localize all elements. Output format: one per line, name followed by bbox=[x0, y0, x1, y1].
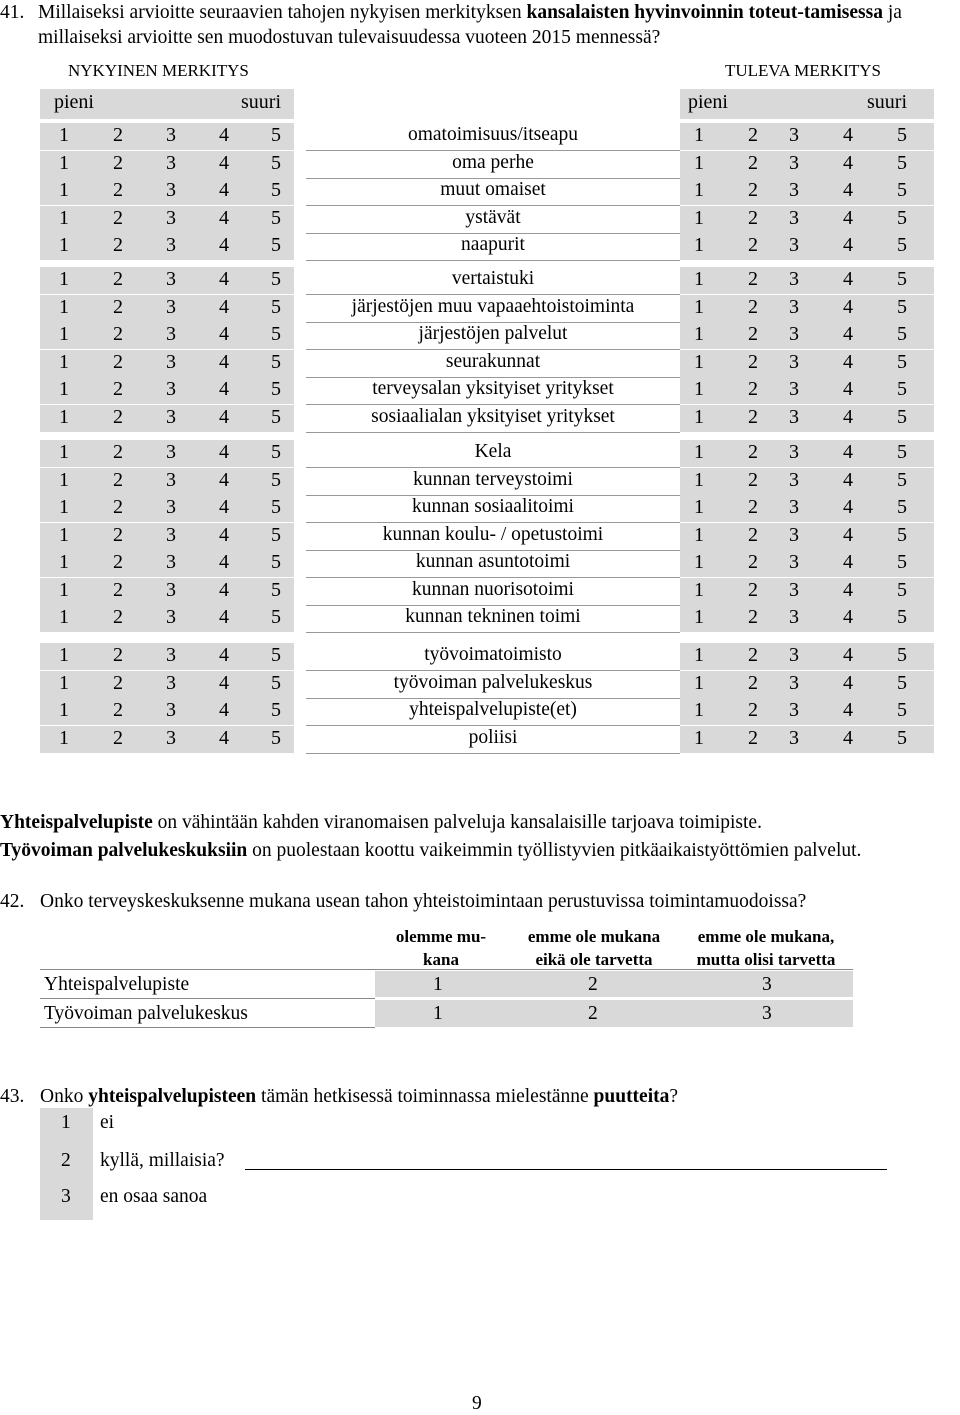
future-rating-option[interactable]: 1 bbox=[694, 179, 704, 201]
row-divider bbox=[306, 670, 680, 671]
current-rating-option[interactable]: 1 bbox=[59, 152, 69, 174]
current-rating-option[interactable]: 3 bbox=[166, 579, 176, 601]
future-rating-option[interactable]: 2 bbox=[748, 406, 758, 428]
future-rating-option[interactable]: 3 bbox=[789, 524, 799, 546]
future-rating-option[interactable]: 1 bbox=[694, 606, 704, 628]
current-rating-option[interactable]: 2 bbox=[113, 579, 123, 601]
current-rating-option[interactable]: 4 bbox=[219, 296, 229, 318]
current-rating-option[interactable]: 5 bbox=[271, 296, 281, 318]
future-rating-option[interactable]: 3 bbox=[789, 699, 799, 721]
current-rating-option[interactable]: 5 bbox=[271, 469, 281, 491]
current-rating-option[interactable]: 4 bbox=[219, 524, 229, 546]
current-rating-option[interactable]: 4 bbox=[219, 234, 229, 256]
future-rating-option[interactable]: 1 bbox=[694, 441, 704, 463]
current-rating-option[interactable]: 4 bbox=[219, 699, 229, 721]
current-rating-option[interactable]: 3 bbox=[166, 727, 176, 749]
future-rating-option[interactable]: 5 bbox=[897, 644, 907, 666]
current-rating-option[interactable]: 2 bbox=[113, 699, 123, 721]
future-rating-option[interactable]: 5 bbox=[897, 469, 907, 491]
future-rating-option[interactable]: 3 bbox=[789, 551, 799, 573]
future-rating-option[interactable]: 5 bbox=[897, 351, 907, 373]
row-divider bbox=[306, 349, 680, 350]
current-rating-option[interactable]: 1 bbox=[59, 207, 69, 229]
organization-label: työvoiman palvelukeskus bbox=[393, 672, 593, 693]
question-text: Millaiseksi arvioitte seuraavien tahojen nykyisen merkityksen kansalaisten hyvinvoinnin toteut-tamisessa ja millaiseksi arvioitte sen muodostuvan tulevaisuudessa vuoteen 2015 mennessä? bbox=[38, 2, 902, 48]
future-rating-option[interactable]: 5 bbox=[897, 124, 907, 146]
question-43-text: Onko yhteispalvelupisteen tämän hetkisessä toiminnassa mielestänne puutteita? bbox=[40, 1086, 679, 1107]
q42-row1-bg bbox=[375, 971, 853, 997]
current-rating-option[interactable]: 2 bbox=[113, 179, 123, 201]
future-rating-option[interactable]: 1 bbox=[694, 727, 704, 749]
row-divider bbox=[306, 150, 680, 151]
future-rating-option[interactable]: 2 bbox=[748, 323, 758, 345]
future-rating-option[interactable]: 2 bbox=[748, 579, 758, 601]
future-rating-option[interactable]: 2 bbox=[748, 296, 758, 318]
q42-option[interactable]: 1 bbox=[433, 974, 443, 995]
future-rating-option[interactable]: 3 bbox=[789, 323, 799, 345]
organization-label: muut omaiset bbox=[440, 179, 546, 200]
current-rating-option[interactable]: 2 bbox=[113, 524, 123, 546]
future-rating-option[interactable]: 4 bbox=[843, 727, 853, 749]
current-rating-option[interactable]: 4 bbox=[219, 268, 229, 290]
future-rating-option[interactable]: 4 bbox=[843, 296, 853, 318]
future-rating-option[interactable]: 1 bbox=[694, 644, 704, 666]
row-divider bbox=[306, 522, 680, 523]
future-rating-option[interactable]: 3 bbox=[789, 351, 799, 373]
current-rating-option[interactable]: 2 bbox=[113, 672, 123, 694]
question-42-text: Onko terveyskeskuksenne mukana usean tahon yhteistoimintaan perustuvissa toimintamuodoissa? bbox=[40, 891, 807, 912]
current-rating-option[interactable]: 1 bbox=[59, 351, 69, 373]
future-rating-option[interactable]: 5 bbox=[897, 727, 907, 749]
row-divider bbox=[306, 294, 680, 295]
current-rating-option[interactable]: 3 bbox=[166, 179, 176, 201]
current-rating-option[interactable]: 5 bbox=[271, 644, 281, 666]
current-rating-option[interactable]: 5 bbox=[271, 179, 281, 201]
future-rating-option[interactable]: 3 bbox=[789, 579, 799, 601]
current-rating-option[interactable]: 2 bbox=[113, 606, 123, 628]
future-rating-option[interactable]: 1 bbox=[694, 551, 704, 573]
current-rating-option[interactable]: 3 bbox=[166, 268, 176, 290]
future-rating-option[interactable]: 1 bbox=[694, 323, 704, 345]
row-divider bbox=[306, 753, 680, 754]
future-rating-option[interactable]: 5 bbox=[897, 296, 907, 318]
future-rating-option[interactable]: 1 bbox=[694, 268, 704, 290]
current-rating-option[interactable]: 2 bbox=[113, 207, 123, 229]
current-rating-option[interactable]: 3 bbox=[166, 234, 176, 256]
current-rating-option[interactable]: 2 bbox=[113, 296, 123, 318]
page-number: 9 bbox=[472, 1393, 482, 1414]
current-rating-option[interactable]: 5 bbox=[271, 207, 281, 229]
current-rating-option[interactable]: 4 bbox=[219, 207, 229, 229]
future-rating-option[interactable]: 1 bbox=[694, 378, 704, 400]
organization-label: sosiaalialan yksityiset yritykset bbox=[371, 406, 615, 427]
q42-col3-header: emme ole mukana, mutta olisi tarvetta bbox=[696, 927, 836, 969]
current-rating-option[interactable]: 3 bbox=[166, 152, 176, 174]
current-rating-option[interactable]: 1 bbox=[59, 296, 69, 318]
current-rating-option[interactable]: 2 bbox=[113, 152, 123, 174]
current-rating-option[interactable]: 1 bbox=[59, 441, 69, 463]
q42-divider bbox=[40, 998, 375, 999]
current-rating-option[interactable]: 4 bbox=[219, 124, 229, 146]
current-rating-option[interactable]: 2 bbox=[113, 496, 123, 518]
future-rating-option[interactable]: 5 bbox=[897, 234, 907, 256]
current-rating-option[interactable]: 3 bbox=[166, 606, 176, 628]
current-rating-option[interactable]: 5 bbox=[271, 124, 281, 146]
future-rating-option[interactable]: 1 bbox=[694, 152, 704, 174]
row-divider bbox=[306, 632, 680, 633]
future-rating-option[interactable]: 1 bbox=[694, 496, 704, 518]
future-rating-option[interactable]: 2 bbox=[748, 179, 758, 201]
future-rating-option[interactable]: 5 bbox=[897, 268, 907, 290]
current-rating-option[interactable]: 1 bbox=[59, 124, 69, 146]
future-rating-option[interactable]: 5 bbox=[897, 496, 907, 518]
q43-option-label: kyllä, millaisia? bbox=[100, 1150, 225, 1171]
row-divider bbox=[306, 404, 680, 405]
future-rating-option[interactable]: 3 bbox=[789, 606, 799, 628]
current-rating-option[interactable]: 3 bbox=[166, 469, 176, 491]
current-rating-option[interactable]: 4 bbox=[219, 579, 229, 601]
left-header: NYKYINEN MERKITYS bbox=[68, 61, 249, 80]
future-rating-option[interactable]: 3 bbox=[789, 207, 799, 229]
q43-option-number[interactable]: 2 bbox=[61, 1150, 71, 1171]
future-rating-option[interactable]: 1 bbox=[694, 351, 704, 373]
q42-row2-bg bbox=[375, 1000, 853, 1027]
future-rating-option[interactable]: 1 bbox=[694, 124, 704, 146]
organization-label: seurakunnat bbox=[445, 351, 541, 372]
future-rating-option[interactable]: 4 bbox=[843, 469, 853, 491]
future-rating-option[interactable]: 1 bbox=[694, 234, 704, 256]
future-rating-option[interactable]: 4 bbox=[843, 406, 853, 428]
q42-option[interactable]: 3 bbox=[762, 1003, 772, 1024]
current-rating-option[interactable]: 3 bbox=[166, 644, 176, 666]
current-rating-option[interactable]: 2 bbox=[113, 378, 123, 400]
future-rating-option[interactable]: 1 bbox=[694, 469, 704, 491]
future-rating-option[interactable]: 3 bbox=[789, 268, 799, 290]
organization-label: naapurit bbox=[461, 234, 525, 255]
current-rating-option[interactable]: 3 bbox=[166, 378, 176, 400]
current-rating-option[interactable]: 5 bbox=[271, 606, 281, 628]
current-rating-option[interactable]: 1 bbox=[59, 179, 69, 201]
current-rating-option[interactable]: 3 bbox=[166, 323, 176, 345]
row-divider bbox=[306, 432, 680, 433]
current-rating-option[interactable]: 1 bbox=[59, 672, 69, 694]
current-rating-option[interactable]: 2 bbox=[113, 406, 123, 428]
organization-label: työvoimatoimisto bbox=[424, 644, 562, 665]
current-rating-option[interactable]: 1 bbox=[59, 234, 69, 256]
current-rating-option[interactable]: 3 bbox=[166, 496, 176, 518]
question-number: 41. bbox=[0, 2, 25, 23]
left-scale-low: pieni bbox=[54, 91, 94, 113]
current-rating-option[interactable]: 1 bbox=[59, 727, 69, 749]
future-rating-option[interactable]: 3 bbox=[789, 234, 799, 256]
organization-label: järjestöjen palvelut bbox=[418, 323, 568, 344]
current-rating-option[interactable]: 2 bbox=[113, 469, 123, 491]
q43-option-label: ei bbox=[100, 1112, 115, 1133]
question-43-number: 43. bbox=[0, 1086, 25, 1107]
current-rating-option[interactable]: 4 bbox=[219, 551, 229, 573]
future-rating-option[interactable]: 2 bbox=[748, 152, 758, 174]
definition-2: Työvoiman palvelukeskuksiin on puolestaan koottu vaikeimmin työllistyvien pitkäaikaistyöttömien palvelut. bbox=[0, 840, 862, 861]
future-rating-option[interactable]: 2 bbox=[748, 496, 758, 518]
q42-divider bbox=[40, 1027, 375, 1028]
current-rating-option[interactable]: 1 bbox=[59, 268, 69, 290]
current-rating-option[interactable]: 4 bbox=[219, 672, 229, 694]
organization-label: vertaistuki bbox=[451, 268, 535, 289]
current-rating-option[interactable]: 1 bbox=[59, 644, 69, 666]
current-rating-option[interactable]: 5 bbox=[271, 551, 281, 573]
current-rating-option[interactable]: 5 bbox=[271, 378, 281, 400]
current-rating-option[interactable]: 1 bbox=[59, 699, 69, 721]
future-rating-option[interactable]: 5 bbox=[897, 152, 907, 174]
future-rating-option[interactable]: 5 bbox=[897, 606, 907, 628]
future-rating-option[interactable]: 2 bbox=[748, 378, 758, 400]
current-rating-option[interactable]: 2 bbox=[113, 644, 123, 666]
current-rating-option[interactable]: 5 bbox=[271, 727, 281, 749]
current-rating-option[interactable]: 1 bbox=[59, 524, 69, 546]
q42-option[interactable]: 3 bbox=[762, 974, 772, 995]
current-rating-option[interactable]: 4 bbox=[219, 496, 229, 518]
future-rating-option[interactable]: 2 bbox=[748, 644, 758, 666]
future-rating-option[interactable]: 4 bbox=[843, 496, 853, 518]
future-rating-option[interactable]: 1 bbox=[694, 672, 704, 694]
future-rating-option[interactable]: 2 bbox=[748, 268, 758, 290]
future-rating-option[interactable]: 3 bbox=[789, 727, 799, 749]
current-rating-option[interactable]: 3 bbox=[166, 551, 176, 573]
organization-label: poliisi bbox=[468, 727, 518, 748]
future-rating-option[interactable]: 4 bbox=[843, 268, 853, 290]
organization-label: ystävät bbox=[465, 207, 521, 228]
current-rating-option[interactable]: 2 bbox=[113, 323, 123, 345]
future-rating-option[interactable]: 3 bbox=[789, 152, 799, 174]
future-rating-option[interactable]: 4 bbox=[843, 323, 853, 345]
current-rating-option[interactable]: 4 bbox=[219, 469, 229, 491]
future-rating-option[interactable]: 2 bbox=[748, 351, 758, 373]
organization-label: omatoimisuus/itseapu bbox=[407, 124, 579, 145]
future-rating-option[interactable]: 3 bbox=[789, 378, 799, 400]
current-rating-option[interactable]: 3 bbox=[166, 406, 176, 428]
current-rating-option[interactable]: 1 bbox=[59, 496, 69, 518]
future-rating-option[interactable]: 1 bbox=[694, 406, 704, 428]
current-rating-option[interactable]: 5 bbox=[271, 441, 281, 463]
organization-label: kunnan sosiaalitoimi bbox=[412, 496, 574, 517]
current-rating-option[interactable]: 4 bbox=[219, 644, 229, 666]
current-rating-option[interactable]: 2 bbox=[113, 268, 123, 290]
future-rating-option[interactable]: 5 bbox=[897, 579, 907, 601]
future-rating-option[interactable]: 2 bbox=[748, 207, 758, 229]
future-rating-option[interactable]: 5 bbox=[897, 378, 907, 400]
future-rating-option[interactable]: 2 bbox=[748, 672, 758, 694]
q42-col1-header: olemme mu- kana bbox=[395, 927, 487, 969]
current-rating-option[interactable]: 5 bbox=[271, 351, 281, 373]
future-rating-option[interactable]: 4 bbox=[843, 179, 853, 201]
current-rating-option[interactable]: 1 bbox=[59, 551, 69, 573]
current-rating-option[interactable]: 5 bbox=[271, 579, 281, 601]
future-rating-option[interactable]: 3 bbox=[789, 441, 799, 463]
future-rating-option[interactable]: 4 bbox=[843, 351, 853, 373]
future-rating-option[interactable]: 2 bbox=[748, 441, 758, 463]
current-rating-option[interactable]: 4 bbox=[219, 351, 229, 373]
current-rating-option[interactable]: 4 bbox=[219, 323, 229, 345]
current-rating-option[interactable]: 5 bbox=[271, 152, 281, 174]
current-rating-option[interactable]: 1 bbox=[59, 378, 69, 400]
future-rating-option[interactable]: 2 bbox=[748, 524, 758, 546]
organization-label: kunnan asuntotoimi bbox=[415, 551, 571, 572]
answer-line[interactable] bbox=[245, 1169, 887, 1170]
organization-label: yhteispalvelupiste(et) bbox=[409, 699, 577, 720]
current-rating-option[interactable]: 4 bbox=[219, 727, 229, 749]
q43-option-number[interactable]: 3 bbox=[61, 1186, 71, 1207]
organization-label: kunnan nuorisotoimi bbox=[412, 579, 574, 600]
future-rating-option[interactable]: 1 bbox=[694, 296, 704, 318]
question-42-number: 42. bbox=[0, 891, 25, 912]
future-rating-option[interactable]: 1 bbox=[694, 207, 704, 229]
future-rating-option[interactable]: 2 bbox=[748, 727, 758, 749]
q42-divider bbox=[40, 969, 853, 970]
future-rating-option[interactable]: 3 bbox=[789, 296, 799, 318]
future-rating-option[interactable]: 4 bbox=[843, 207, 853, 229]
organization-label: Kela bbox=[474, 441, 512, 462]
future-rating-option[interactable]: 4 bbox=[843, 378, 853, 400]
current-rating-option[interactable]: 3 bbox=[166, 207, 176, 229]
current-rating-option[interactable]: 1 bbox=[59, 323, 69, 345]
future-rating-option[interactable]: 4 bbox=[843, 124, 853, 146]
current-rating-option[interactable]: 5 bbox=[271, 496, 281, 518]
q43-option-number[interactable]: 1 bbox=[61, 1112, 71, 1133]
future-rating-option[interactable]: 1 bbox=[694, 699, 704, 721]
current-rating-option[interactable]: 5 bbox=[271, 268, 281, 290]
q42-col2-header: emme ole mukana eikä ole tarvetta bbox=[527, 927, 661, 969]
future-rating-option[interactable]: 5 bbox=[897, 207, 907, 229]
q42-row-label: Yhteispalvelupiste bbox=[44, 974, 190, 995]
current-rating-option[interactable]: 3 bbox=[166, 441, 176, 463]
right-scale-high: suuri bbox=[867, 91, 907, 113]
future-rating-option[interactable]: 5 bbox=[897, 323, 907, 345]
row-divider bbox=[306, 577, 680, 578]
future-rating-option[interactable]: 5 bbox=[897, 179, 907, 201]
current-rating-option[interactable]: 3 bbox=[166, 124, 176, 146]
current-rating-option[interactable]: 4 bbox=[219, 406, 229, 428]
future-rating-option[interactable]: 5 bbox=[897, 551, 907, 573]
row-divider bbox=[306, 205, 680, 206]
current-rating-option[interactable]: 1 bbox=[59, 606, 69, 628]
future-rating-option[interactable]: 2 bbox=[748, 124, 758, 146]
future-rating-option[interactable]: 3 bbox=[789, 644, 799, 666]
current-rating-option[interactable]: 5 bbox=[271, 524, 281, 546]
right-scale-low: pieni bbox=[688, 91, 728, 113]
future-rating-option[interactable]: 2 bbox=[748, 699, 758, 721]
left-scale-high: suuri bbox=[241, 91, 281, 113]
future-rating-option[interactable]: 2 bbox=[748, 551, 758, 573]
current-rating-option[interactable]: 5 bbox=[271, 234, 281, 256]
q43-option-label: en osaa sanoa bbox=[100, 1186, 208, 1207]
future-rating-option[interactable]: 2 bbox=[748, 234, 758, 256]
current-rating-option[interactable]: 2 bbox=[113, 234, 123, 256]
current-rating-option[interactable]: 4 bbox=[219, 378, 229, 400]
future-rating-option[interactable]: 4 bbox=[843, 644, 853, 666]
current-rating-option[interactable]: 3 bbox=[166, 699, 176, 721]
q42-row-label: Työvoiman palvelukeskus bbox=[44, 1003, 248, 1024]
current-rating-option[interactable]: 5 bbox=[271, 323, 281, 345]
future-rating-option[interactable]: 3 bbox=[789, 469, 799, 491]
current-rating-option[interactable]: 5 bbox=[271, 672, 281, 694]
current-rating-option[interactable]: 1 bbox=[59, 469, 69, 491]
q42-option[interactable]: 2 bbox=[588, 974, 598, 995]
current-rating-option[interactable]: 1 bbox=[59, 579, 69, 601]
current-rating-option[interactable]: 5 bbox=[271, 406, 281, 428]
organization-label: terveysalan yksityiset yritykset bbox=[372, 378, 614, 399]
organization-label: oma perhe bbox=[452, 152, 534, 173]
organization-label: kunnan koulu- / opetustoimi bbox=[382, 524, 604, 545]
current-rating-option[interactable]: 2 bbox=[113, 551, 123, 573]
future-rating-option[interactable]: 4 bbox=[843, 441, 853, 463]
current-rating-option[interactable]: 4 bbox=[219, 152, 229, 174]
current-rating-option[interactable]: 1 bbox=[59, 406, 69, 428]
future-rating-option[interactable]: 5 bbox=[897, 406, 907, 428]
right-header: TULEVA MERKITYS bbox=[725, 61, 881, 80]
current-rating-option[interactable]: 3 bbox=[166, 524, 176, 546]
organization-label: kunnan terveystoimi bbox=[413, 469, 573, 490]
future-rating-option[interactable]: 4 bbox=[843, 672, 853, 694]
future-rating-option[interactable]: 4 bbox=[843, 524, 853, 546]
current-rating-option[interactable]: 4 bbox=[219, 441, 229, 463]
current-rating-option[interactable]: 2 bbox=[113, 351, 123, 373]
q42-option[interactable]: 1 bbox=[433, 1003, 443, 1024]
current-rating-option[interactable]: 5 bbox=[271, 699, 281, 721]
current-rating-option[interactable]: 3 bbox=[166, 351, 176, 373]
future-rating-option[interactable]: 4 bbox=[843, 606, 853, 628]
future-rating-option[interactable]: 3 bbox=[789, 406, 799, 428]
current-rating-option[interactable]: 3 bbox=[166, 296, 176, 318]
future-rating-option[interactable]: 5 bbox=[897, 672, 907, 694]
future-rating-option[interactable]: 2 bbox=[748, 469, 758, 491]
current-rating-option[interactable]: 2 bbox=[113, 727, 123, 749]
future-rating-option[interactable]: 4 bbox=[843, 699, 853, 721]
future-rating-option[interactable]: 5 bbox=[897, 699, 907, 721]
current-rating-option[interactable]: 4 bbox=[219, 179, 229, 201]
future-rating-option[interactable]: 3 bbox=[789, 179, 799, 201]
future-rating-option[interactable]: 2 bbox=[748, 606, 758, 628]
future-rating-option[interactable]: 4 bbox=[843, 579, 853, 601]
row-divider bbox=[306, 467, 680, 468]
future-rating-option[interactable]: 3 bbox=[789, 124, 799, 146]
future-rating-option[interactable]: 1 bbox=[694, 524, 704, 546]
future-rating-option[interactable]: 5 bbox=[897, 524, 907, 546]
future-rating-option[interactable]: 4 bbox=[843, 551, 853, 573]
future-rating-option[interactable]: 4 bbox=[843, 152, 853, 174]
row-divider bbox=[306, 260, 680, 261]
organization-label: järjestöjen muu vapaaehtoistoiminta bbox=[351, 296, 635, 317]
current-rating-option[interactable]: 2 bbox=[113, 124, 123, 146]
organization-label: kunnan tekninen toimi bbox=[405, 606, 581, 627]
q42-option[interactable]: 2 bbox=[588, 1003, 598, 1024]
future-rating-option[interactable]: 3 bbox=[789, 496, 799, 518]
row-divider bbox=[306, 725, 680, 726]
future-rating-option[interactable]: 4 bbox=[843, 234, 853, 256]
future-rating-option[interactable]: 5 bbox=[897, 441, 907, 463]
definition-1: Yhteispalvelupiste on vähintään kahden viranomaisen palveluja kansalaisille tarjoava toimipiste. bbox=[0, 812, 762, 833]
current-rating-option[interactable]: 4 bbox=[219, 606, 229, 628]
future-rating-option[interactable]: 3 bbox=[789, 672, 799, 694]
current-rating-option[interactable]: 3 bbox=[166, 672, 176, 694]
future-rating-option[interactable]: 1 bbox=[694, 579, 704, 601]
current-rating-option[interactable]: 2 bbox=[113, 441, 123, 463]
